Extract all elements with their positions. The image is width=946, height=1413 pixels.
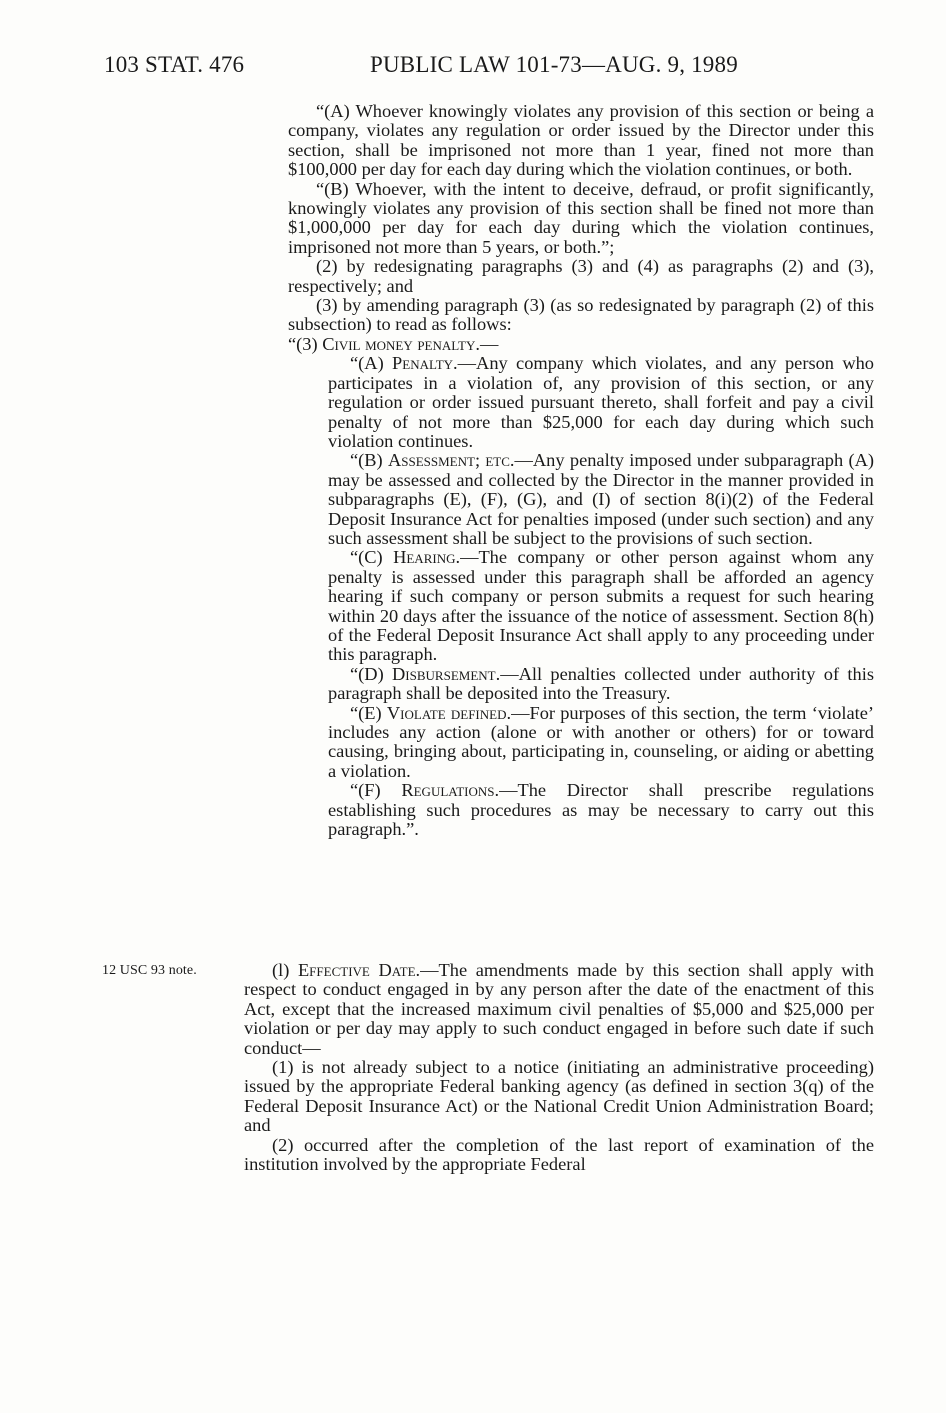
page-reference: 103 STAT. 476 xyxy=(104,52,245,77)
margin-note: 12 USC 93 note. xyxy=(102,963,197,978)
effective-item-2: (2) occurred after the completion of the last report of examination of the institution involved by the appropriate Federal xyxy=(244,1134,874,1175)
subparagraph-d: “(D) Disbursement.—All penalties collected under authority of this paragraph shall be deposited into the Treasury. xyxy=(328,663,874,704)
subparagraph-a: “(A) Penalty.—Any company which violates, and any person who participates in a violation of, any provision of this section, or any regulation or order issued pursuant thereto, shall forfeit and pay a civil penalty of not more than $25,000 for each day during which such violation continues. xyxy=(328,353,874,451)
running-header: PUBLIC LAW 101-73—AUG. 9, 1989 xyxy=(370,52,738,77)
effective-date-section xyxy=(244,961,874,1174)
subparagraph-c: “(C) Hearing.—The company or other person against whom any penalty is assessed under this paragraph shall be afforded an agency hearing if such company or person submits a request for such hearing within 20 days after the issuance of the notice of assessment. Section 8(h) of the Federal Deposit Insurance Act shall apply to any proceeding under this paragraph. xyxy=(328,547,874,665)
effective-item-1: (1) is not already subject to a notice (initiating an administrative proceeding) issued by the appropriate Federal banking agency (as defined in section 3(q) of the Federal Deposit Insurance Act) or the National Credit Union Administration Board; and xyxy=(244,1057,874,1136)
item-3: (3) by amending paragraph (3) (as so redesignated by paragraph (2) of this subsection) to read as follows: xyxy=(288,295,874,335)
paragraph-a: “(A) Whoever knowingly violates any provision of this section or being a company, violates any regulation or order issued by the Director under this section, shall be imprisoned not more than 1 year, fined not more than $100,000 per day for each day during which the violation continues, or both. xyxy=(288,101,874,180)
amendment-text xyxy=(288,102,874,839)
subparagraph-f: “(F) Regulations.—The Director shall prescribe regulations establishing such procedures as may be necessary to carry out this paragraph.”. xyxy=(328,780,874,840)
effective-date-paragraph: (l) Effective Date.—The amendments made by this section shall apply with respect to conduct engaged in by any person after the date of the enactment of this Act, except that the increased maximum civil penalties of $5,000 and $25,000 per violation or per day may apply to such conduct engaged in before such date if such conduct— xyxy=(244,960,874,1058)
paragraph-b: “(B) Whoever, with the intent to deceive, defraud, or profit significantly, knowingly violates any provision of this section shall be fined not more than $1,000,000 per day for each day during which the violation continues, imprisoned not more than 5 years, or both.”; xyxy=(288,178,874,257)
subparagraph-b: “(B) Assessment; etc.—Any penalty imposed under subparagraph (A) may be assessed and collected by the Director in the manner provided in subparagraphs (E), (F), (G), and (I) of section 8(i)(2) of the Federal Deposit Insurance Act for penalties imposed (under such section) and any such assessment shall be subject to the provisions of such section. xyxy=(328,450,874,548)
subparagraph-e: “(E) Violate defined.—For purposes of this section, the term ‘violate’ includes any action (alone or with another or others) for or toward causing, bringing about, participating in, counseling, or aiding or abetting a violation. xyxy=(328,702,874,781)
item-2: (2) by redesignating paragraphs (3) and (4) as paragraphs (2) and (3), respectively; and xyxy=(288,256,874,296)
civil-penalty-heading: “(3) Civil money penalty.— xyxy=(288,333,499,354)
